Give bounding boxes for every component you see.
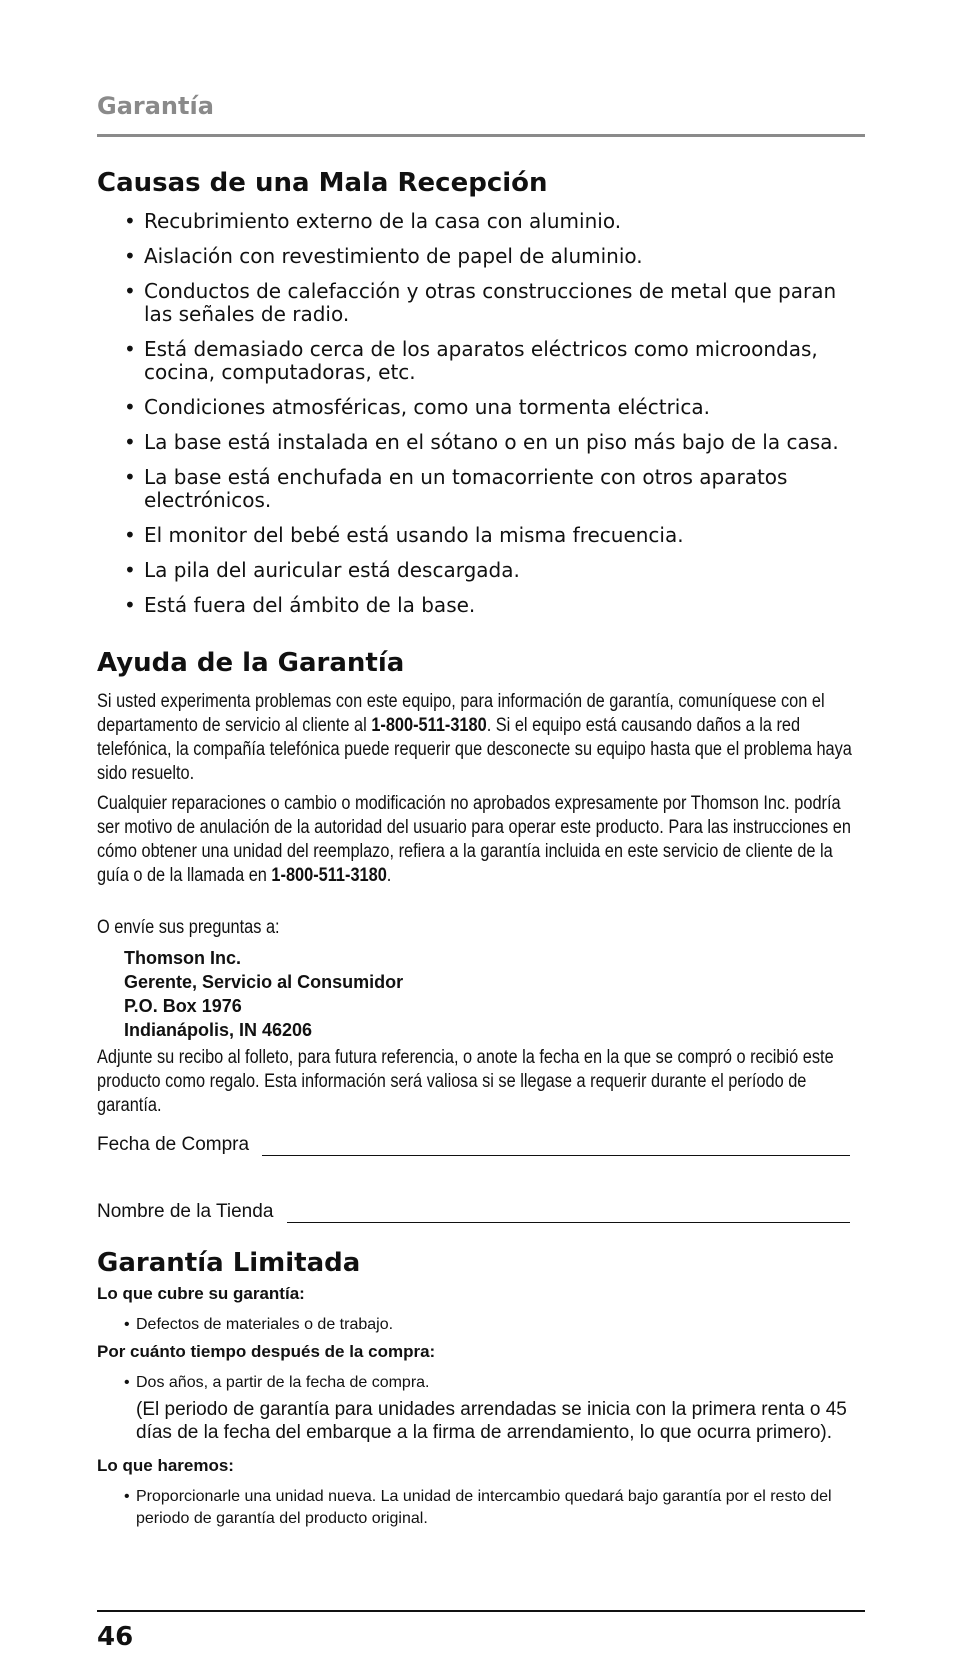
footer-rule <box>97 1610 865 1612</box>
will-do-list <box>124 1486 865 1530</box>
support-phone: 1-800-511-3180 <box>371 715 487 736</box>
store-name-label: Nombre de la Tienda <box>97 1201 274 1222</box>
duration-label: Por cuánto tiempo después de la compra: <box>97 1342 436 1361</box>
help-paragraph-1 <box>97 690 865 786</box>
reception-heading: Causas de una Mala Recepción <box>97 168 548 198</box>
limited-warranty-heading: Garantía Limitada <box>97 1248 361 1278</box>
send-questions-text: O envíe sus preguntas a: <box>97 917 280 938</box>
list-item: • La base está instalada en el sótano o en un piso más bajo de la casa. <box>124 431 865 454</box>
address-line: Indianápolis, IN 46206 <box>124 1020 313 1040</box>
duration-note: (El periodo de garantía para unidades arrendadas se inicia con la primera renta o 45 días de la fecha del embarque a la firma de arrendamiento, lo que ocurra primero). <box>136 1399 847 1443</box>
address-line: Gerente, Servicio al Consumidor <box>124 972 404 992</box>
header-rule <box>97 134 865 137</box>
list-item: • Está demasiado cerca de los aparatos eléctricos como microondas, cocina, computadoras, etc. <box>124 338 865 384</box>
help-heading: Ayuda de la Garantía <box>97 648 405 678</box>
list-item: • La pila del auricular está descargada. <box>124 559 865 582</box>
page-number: 46 <box>97 1622 134 1652</box>
receipt-note: Adjunte su recibo al folleto, para futura referencia, o anote la fecha en la que se compró o recibió este producto como regalo. Esta información será valiosa si se llegase a requerir durante el período de garantía. <box>97 1047 834 1116</box>
purchase-date-field <box>97 1134 850 1156</box>
list-item: • La base está enchufada en un tomacorriente con otros aparatos electrónicos. <box>124 466 865 512</box>
list-item: • Está fuera del ámbito de la base. <box>124 594 865 617</box>
help-p2-text-end: . <box>386 865 392 886</box>
list-item: • Aislación con revestimiento de papel de aluminio. <box>124 245 865 268</box>
purchase-date-label: Fecha de Compra <box>97 1134 250 1155</box>
will-do-label: Lo que haremos: <box>97 1456 234 1475</box>
list-item: • Defectos de materiales o de trabajo. <box>124 1314 865 1336</box>
reception-list <box>124 210 865 629</box>
list-item: • Recubrimiento externo de la casa con aluminio. <box>124 210 865 233</box>
duration-list <box>124 1372 865 1394</box>
address-line: Thomson Inc. <box>124 948 241 968</box>
support-phone-2: 1-800-511-3180 <box>271 865 387 886</box>
list-item: • Proporcionarle una unidad nueva. La unidad de intercambio quedará bajo garantía por el resto del periodo de garantía del producto original. <box>124 1486 865 1530</box>
help-p2-text: Cualquier reparaciones o cambio o modificación no aprobados expresamente por Thomson Inc. podría ser motivo de anulación de la autoridad del usuario para operar este producto. Para las instrucciones en cómo obtener una unidad del reemplazo, refiera a la garantía incluida en este servicio de cliente de la guía o de la llamada en <box>97 793 851 886</box>
store-name-field <box>97 1201 850 1223</box>
store-name-blank[interactable] <box>287 1202 850 1223</box>
purchase-date-blank[interactable] <box>262 1135 850 1156</box>
list-item: • Condiciones atmosféricas, como una tormenta eléctrica. <box>124 396 865 419</box>
mailing-address <box>124 946 403 1042</box>
list-item: • Conductos de calefacción y otras construcciones de metal que paran las señales de radio. <box>124 280 865 326</box>
covers-label: Lo que cubre su garantía: <box>97 1284 305 1303</box>
covers-list <box>124 1314 865 1336</box>
help-paragraph-2 <box>97 792 865 888</box>
help-p1-text-end: . Si el equipo está causando daños a la red telefónica, la compañía telefónica puede requerir que desconecte su equipo hasta que el problema haya sido resuelto. <box>97 715 852 784</box>
address-line: P.O. Box 1976 <box>124 996 242 1016</box>
section-header-title: Garantía <box>97 92 214 120</box>
list-item: • Dos años, a partir de la fecha de compra. <box>124 1372 865 1394</box>
list-item: • El monitor del bebé está usando la misma frecuencia. <box>124 524 865 547</box>
help-p1-text: Si usted experimenta problemas con este equipo, para información de garantía, comuníquese con el departamento de servicio al cliente al <box>97 691 825 736</box>
